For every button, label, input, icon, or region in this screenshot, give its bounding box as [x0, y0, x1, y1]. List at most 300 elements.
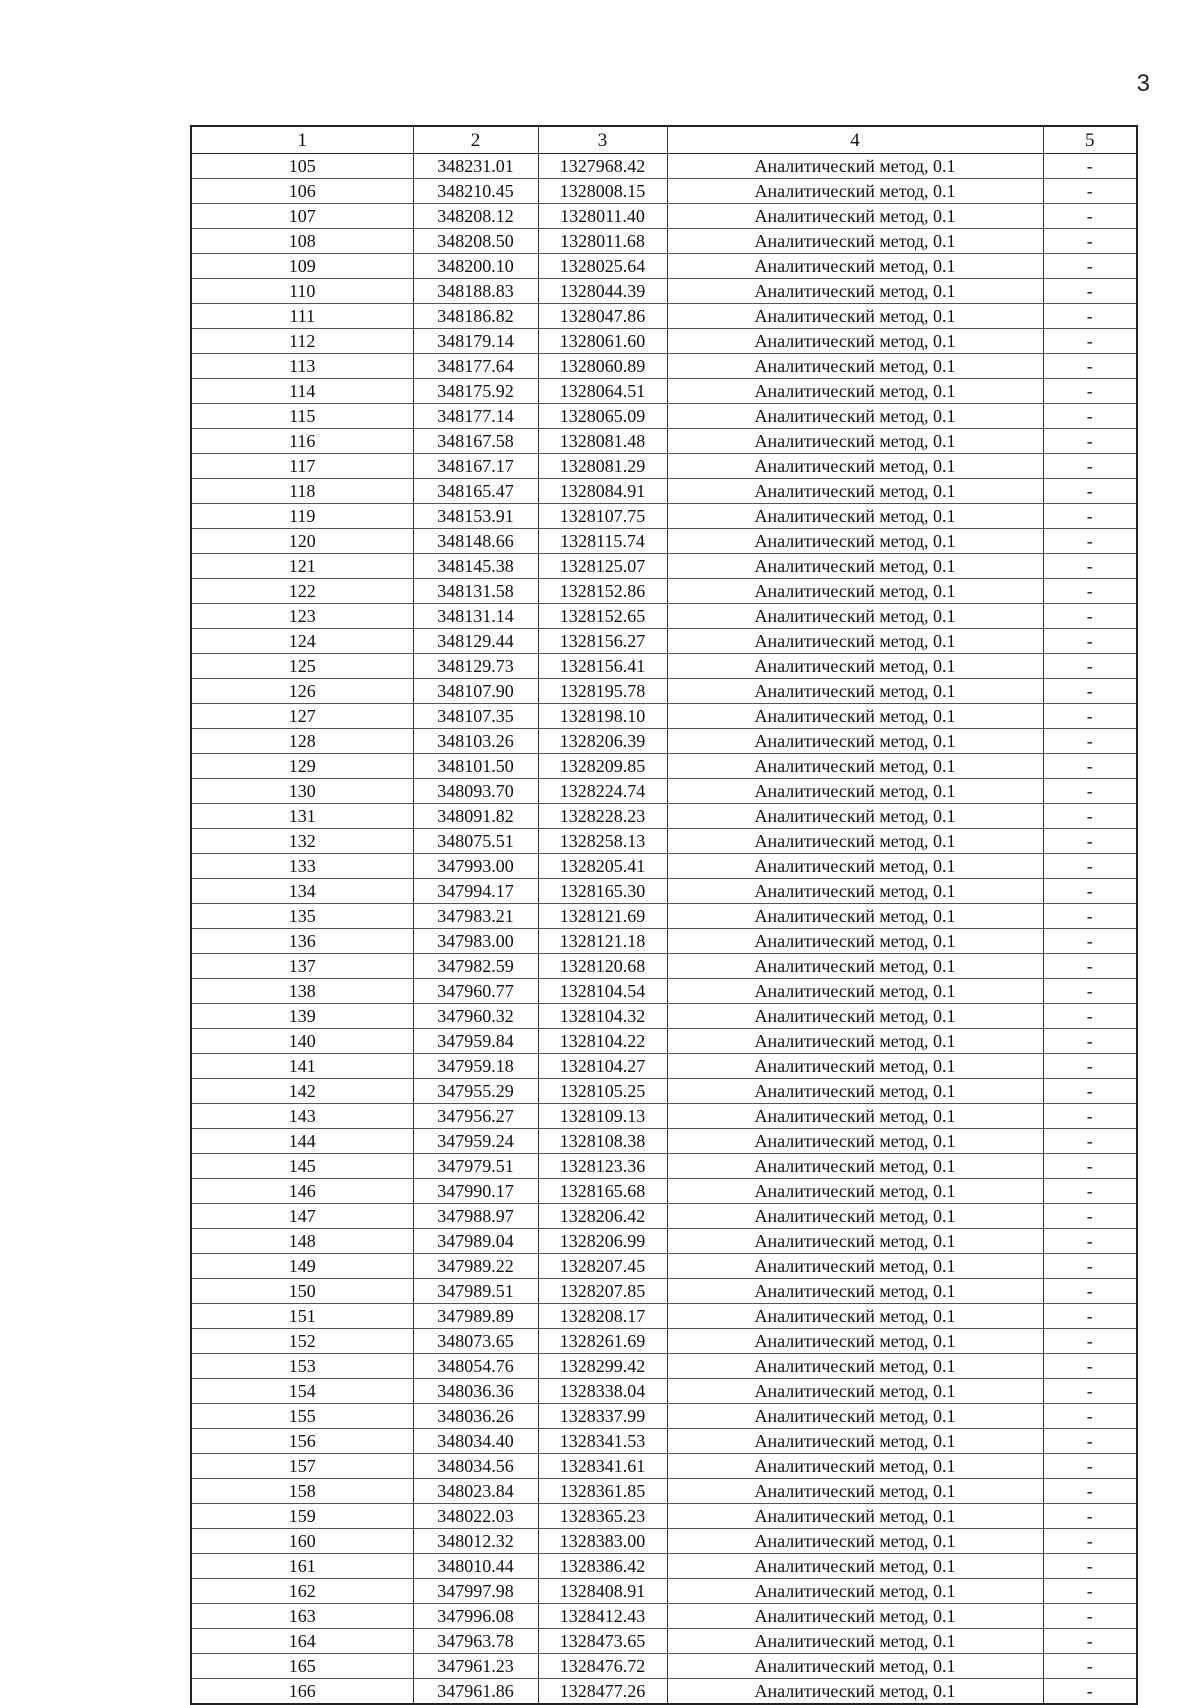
method-cell: Аналитический метод, 0.1 — [667, 1579, 1043, 1604]
table-row — [191, 454, 1137, 479]
method-cell: Аналитический метод, 0.1 — [667, 1629, 1043, 1654]
x-coordinate-cell: 348034.40 — [413, 1429, 538, 1454]
x-coordinate-cell: 348091.82 — [413, 804, 538, 829]
point-number-cell: 129 — [191, 754, 413, 779]
y-coordinate-cell: 1328208.17 — [538, 1304, 667, 1329]
note-cell: - — [1043, 1479, 1137, 1504]
y-coordinate-cell: 1328152.65 — [538, 604, 667, 629]
point-number-cell: 106 — [191, 179, 413, 204]
x-coordinate-cell: 347990.17 — [413, 1179, 538, 1204]
table-row — [191, 354, 1137, 379]
x-coordinate-cell: 347988.97 — [413, 1204, 538, 1229]
table-row — [191, 779, 1137, 804]
point-number-cell: 142 — [191, 1079, 413, 1104]
method-cell: Аналитический метод, 0.1 — [667, 729, 1043, 754]
note-cell: - — [1043, 679, 1137, 704]
x-coordinate-cell: 348010.44 — [413, 1554, 538, 1579]
y-coordinate-cell: 1328477.26 — [538, 1679, 667, 1705]
point-number-cell: 116 — [191, 429, 413, 454]
method-cell: Аналитический метод, 0.1 — [667, 629, 1043, 654]
x-coordinate-cell: 348131.58 — [413, 579, 538, 604]
point-number-cell: 166 — [191, 1679, 413, 1705]
y-coordinate-cell: 1328341.53 — [538, 1429, 667, 1454]
note-cell: - — [1043, 1379, 1137, 1404]
point-number-cell: 145 — [191, 1154, 413, 1179]
x-coordinate-cell: 348129.73 — [413, 654, 538, 679]
note-cell: - — [1043, 554, 1137, 579]
x-coordinate-cell: 348231.01 — [413, 154, 538, 179]
x-coordinate-cell: 348210.45 — [413, 179, 538, 204]
point-number-cell: 114 — [191, 379, 413, 404]
y-coordinate-cell: 1328365.23 — [538, 1504, 667, 1529]
table-row — [191, 1179, 1137, 1204]
method-cell: Аналитический метод, 0.1 — [667, 1679, 1043, 1705]
table-row — [191, 1604, 1137, 1629]
method-cell: Аналитический метод, 0.1 — [667, 1229, 1043, 1254]
point-number-cell: 111 — [191, 304, 413, 329]
point-number-cell: 108 — [191, 229, 413, 254]
note-cell: - — [1043, 829, 1137, 854]
note-cell: - — [1043, 1579, 1137, 1604]
x-coordinate-cell: 347979.51 — [413, 1154, 538, 1179]
x-coordinate-cell: 347961.86 — [413, 1679, 538, 1705]
note-cell: - — [1043, 1179, 1137, 1204]
y-coordinate-cell: 1328408.91 — [538, 1579, 667, 1604]
x-coordinate-cell: 347963.78 — [413, 1629, 538, 1654]
method-cell: Аналитический метод, 0.1 — [667, 204, 1043, 229]
table-row — [191, 704, 1137, 729]
note-cell: - — [1043, 1629, 1137, 1654]
point-number-cell: 123 — [191, 604, 413, 629]
note-cell: - — [1043, 904, 1137, 929]
table-row — [191, 529, 1137, 554]
y-coordinate-cell: 1328125.07 — [538, 554, 667, 579]
note-cell: - — [1043, 504, 1137, 529]
table-row — [191, 854, 1137, 879]
table-row — [191, 1404, 1137, 1429]
y-coordinate-cell: 1328104.27 — [538, 1054, 667, 1079]
y-coordinate-cell: 1328044.39 — [538, 279, 667, 304]
method-cell: Аналитический метод, 0.1 — [667, 1329, 1043, 1354]
y-coordinate-cell: 1328412.43 — [538, 1604, 667, 1629]
y-coordinate-cell: 1328341.61 — [538, 1454, 667, 1479]
table-row — [191, 904, 1137, 929]
y-coordinate-cell: 1328061.60 — [538, 329, 667, 354]
x-coordinate-cell: 348101.50 — [413, 754, 538, 779]
y-coordinate-cell: 1328224.74 — [538, 779, 667, 804]
x-coordinate-cell: 347994.17 — [413, 879, 538, 904]
note-cell: - — [1043, 1029, 1137, 1054]
x-coordinate-cell: 348165.47 — [413, 479, 538, 504]
table-row — [191, 329, 1137, 354]
method-cell: Аналитический метод, 0.1 — [667, 1504, 1043, 1529]
method-cell: Аналитический метод, 0.1 — [667, 979, 1043, 1004]
point-number-cell: 121 — [191, 554, 413, 579]
note-cell: - — [1043, 1154, 1137, 1179]
table-row — [191, 604, 1137, 629]
point-number-cell: 118 — [191, 479, 413, 504]
point-number-cell: 140 — [191, 1029, 413, 1054]
point-number-cell: 136 — [191, 929, 413, 954]
method-cell: Аналитический метод, 0.1 — [667, 879, 1043, 904]
note-cell: - — [1043, 404, 1137, 429]
x-coordinate-cell: 347982.59 — [413, 954, 538, 979]
x-coordinate-cell: 348175.92 — [413, 379, 538, 404]
note-cell: - — [1043, 1429, 1137, 1454]
x-coordinate-cell: 347997.98 — [413, 1579, 538, 1604]
table-row — [191, 1254, 1137, 1279]
x-coordinate-cell: 348186.82 — [413, 304, 538, 329]
method-cell: Аналитический метод, 0.1 — [667, 304, 1043, 329]
y-coordinate-cell: 1328084.91 — [538, 479, 667, 504]
x-coordinate-cell: 348036.26 — [413, 1404, 538, 1429]
x-coordinate-cell: 348129.44 — [413, 629, 538, 654]
table-row — [191, 1504, 1137, 1529]
table-row — [191, 1679, 1137, 1705]
method-cell: Аналитический метод, 0.1 — [667, 1029, 1043, 1054]
y-coordinate-cell: 1328209.85 — [538, 754, 667, 779]
point-number-cell: 128 — [191, 729, 413, 754]
point-number-cell: 110 — [191, 279, 413, 304]
note-cell: - — [1043, 879, 1137, 904]
table-row — [191, 1379, 1137, 1404]
method-cell: Аналитический метод, 0.1 — [667, 1154, 1043, 1179]
point-number-cell: 148 — [191, 1229, 413, 1254]
table-row — [191, 554, 1137, 579]
method-cell: Аналитический метод, 0.1 — [667, 529, 1043, 554]
header-cell-method: 4 — [667, 126, 1043, 154]
note-cell: - — [1043, 329, 1137, 354]
note-cell: - — [1043, 754, 1137, 779]
method-cell: Аналитический метод, 0.1 — [667, 179, 1043, 204]
x-coordinate-cell: 348208.50 — [413, 229, 538, 254]
table-row — [191, 679, 1137, 704]
note-cell: - — [1043, 1504, 1137, 1529]
method-cell: Аналитический метод, 0.1 — [667, 1279, 1043, 1304]
y-coordinate-cell: 1328121.18 — [538, 929, 667, 954]
note-cell: - — [1043, 704, 1137, 729]
y-coordinate-cell: 1328081.29 — [538, 454, 667, 479]
y-coordinate-cell: 1328060.89 — [538, 354, 667, 379]
note-cell: - — [1043, 529, 1137, 554]
note-cell: - — [1043, 979, 1137, 1004]
x-coordinate-cell: 347993.00 — [413, 854, 538, 879]
table-row — [191, 929, 1137, 954]
coordinates-table — [190, 125, 1138, 1705]
x-coordinate-cell: 348073.65 — [413, 1329, 538, 1354]
point-number-cell: 153 — [191, 1354, 413, 1379]
x-coordinate-cell: 348103.26 — [413, 729, 538, 754]
method-cell: Аналитический метод, 0.1 — [667, 854, 1043, 879]
x-coordinate-cell: 348167.17 — [413, 454, 538, 479]
method-cell: Аналитический метод, 0.1 — [667, 1479, 1043, 1504]
note-cell: - — [1043, 929, 1137, 954]
y-coordinate-cell: 1328120.68 — [538, 954, 667, 979]
point-number-cell: 157 — [191, 1454, 413, 1479]
y-coordinate-cell: 1328104.32 — [538, 1004, 667, 1029]
note-cell: - — [1043, 1104, 1137, 1129]
point-number-cell: 126 — [191, 679, 413, 704]
point-number-cell: 144 — [191, 1129, 413, 1154]
table-row — [191, 829, 1137, 854]
table-row — [191, 1429, 1137, 1454]
point-number-cell: 156 — [191, 1429, 413, 1454]
table-row — [191, 1079, 1137, 1104]
method-cell: Аналитический метод, 0.1 — [667, 954, 1043, 979]
y-coordinate-cell: 1328207.45 — [538, 1254, 667, 1279]
x-coordinate-cell: 347960.77 — [413, 979, 538, 1004]
x-coordinate-cell: 348023.84 — [413, 1479, 538, 1504]
note-cell: - — [1043, 1604, 1137, 1629]
method-cell: Аналитический метод, 0.1 — [667, 1304, 1043, 1329]
x-coordinate-cell: 347955.29 — [413, 1079, 538, 1104]
x-coordinate-cell: 348177.64 — [413, 354, 538, 379]
method-cell: Аналитический метод, 0.1 — [667, 504, 1043, 529]
table-row — [191, 279, 1137, 304]
x-coordinate-cell: 348167.58 — [413, 429, 538, 454]
point-number-cell: 164 — [191, 1629, 413, 1654]
method-cell: Аналитический метод, 0.1 — [667, 929, 1043, 954]
y-coordinate-cell: 1328109.13 — [538, 1104, 667, 1129]
point-number-cell: 119 — [191, 504, 413, 529]
note-cell: - — [1043, 1004, 1137, 1029]
table-row — [191, 954, 1137, 979]
table-row — [191, 754, 1137, 779]
note-cell: - — [1043, 1229, 1137, 1254]
x-coordinate-cell: 347996.08 — [413, 1604, 538, 1629]
table-row — [191, 1654, 1137, 1679]
method-cell: Аналитический метод, 0.1 — [667, 1254, 1043, 1279]
table-row — [191, 579, 1137, 604]
note-cell: - — [1043, 1654, 1137, 1679]
point-number-cell: 105 — [191, 154, 413, 179]
method-cell: Аналитический метод, 0.1 — [667, 1404, 1043, 1429]
table-header — [191, 126, 1137, 154]
note-cell: - — [1043, 729, 1137, 754]
point-number-cell: 147 — [191, 1204, 413, 1229]
method-cell: Аналитический метод, 0.1 — [667, 254, 1043, 279]
table-row — [191, 1129, 1137, 1154]
x-coordinate-cell: 347956.27 — [413, 1104, 538, 1129]
y-coordinate-cell: 1328105.25 — [538, 1079, 667, 1104]
point-number-cell: 154 — [191, 1379, 413, 1404]
y-coordinate-cell: 1328228.23 — [538, 804, 667, 829]
table-row — [191, 804, 1137, 829]
table-row — [191, 1329, 1137, 1354]
method-cell: Аналитический метод, 0.1 — [667, 379, 1043, 404]
method-cell: Аналитический метод, 0.1 — [667, 779, 1043, 804]
point-number-cell: 109 — [191, 254, 413, 279]
point-number-cell: 117 — [191, 454, 413, 479]
y-coordinate-cell: 1328008.15 — [538, 179, 667, 204]
method-cell: Аналитический метод, 0.1 — [667, 1129, 1043, 1154]
point-number-cell: 122 — [191, 579, 413, 604]
point-number-cell: 149 — [191, 1254, 413, 1279]
point-number-cell: 137 — [191, 954, 413, 979]
note-cell: - — [1043, 1079, 1137, 1104]
y-coordinate-cell: 1328081.48 — [538, 429, 667, 454]
y-coordinate-cell: 1328195.78 — [538, 679, 667, 704]
point-number-cell: 132 — [191, 829, 413, 854]
note-cell: - — [1043, 1404, 1137, 1429]
table-row — [191, 1279, 1137, 1304]
note-cell: - — [1043, 204, 1137, 229]
point-number-cell: 138 — [191, 979, 413, 1004]
point-number-cell: 161 — [191, 1554, 413, 1579]
method-cell: Аналитический метод, 0.1 — [667, 404, 1043, 429]
table-row — [191, 979, 1137, 1004]
y-coordinate-cell: 1328299.42 — [538, 1354, 667, 1379]
note-cell: - — [1043, 779, 1137, 804]
method-cell: Аналитический метод, 0.1 — [667, 354, 1043, 379]
note-cell: - — [1043, 1454, 1137, 1479]
table-row — [191, 504, 1137, 529]
point-number-cell: 131 — [191, 804, 413, 829]
header-cell-y: 3 — [538, 126, 667, 154]
y-coordinate-cell: 1328065.09 — [538, 404, 667, 429]
method-cell: Аналитический метод, 0.1 — [667, 429, 1043, 454]
note-cell: - — [1043, 479, 1137, 504]
x-coordinate-cell: 348075.51 — [413, 829, 538, 854]
point-number-cell: 139 — [191, 1004, 413, 1029]
note-cell: - — [1043, 629, 1137, 654]
table-row — [191, 254, 1137, 279]
point-number-cell: 146 — [191, 1179, 413, 1204]
method-cell: Аналитический метод, 0.1 — [667, 1604, 1043, 1629]
method-cell: Аналитический метод, 0.1 — [667, 804, 1043, 829]
y-coordinate-cell: 1328207.85 — [538, 1279, 667, 1304]
point-number-cell: 133 — [191, 854, 413, 879]
note-cell: - — [1043, 1304, 1137, 1329]
x-coordinate-cell: 347989.22 — [413, 1254, 538, 1279]
table-row — [191, 1004, 1137, 1029]
method-cell: Аналитический метод, 0.1 — [667, 654, 1043, 679]
method-cell: Аналитический метод, 0.1 — [667, 829, 1043, 854]
table-row — [191, 879, 1137, 904]
x-coordinate-cell: 348054.76 — [413, 1354, 538, 1379]
method-cell: Аналитический метод, 0.1 — [667, 1079, 1043, 1104]
y-coordinate-cell: 1328156.27 — [538, 629, 667, 654]
note-cell: - — [1043, 304, 1137, 329]
x-coordinate-cell: 347983.21 — [413, 904, 538, 929]
y-coordinate-cell: 1328156.41 — [538, 654, 667, 679]
point-number-cell: 155 — [191, 1404, 413, 1429]
x-coordinate-cell: 348153.91 — [413, 504, 538, 529]
note-cell: - — [1043, 1679, 1137, 1705]
x-coordinate-cell: 348022.03 — [413, 1504, 538, 1529]
table-row — [191, 1629, 1137, 1654]
method-cell: Аналитический метод, 0.1 — [667, 1379, 1043, 1404]
table-row — [191, 654, 1137, 679]
method-cell: Аналитический метод, 0.1 — [667, 1179, 1043, 1204]
note-cell: - — [1043, 1329, 1137, 1354]
y-coordinate-cell: 1328258.13 — [538, 829, 667, 854]
y-coordinate-cell: 1327968.42 — [538, 154, 667, 179]
method-cell: Аналитический метод, 0.1 — [667, 479, 1043, 504]
note-cell: - — [1043, 1054, 1137, 1079]
method-cell: Аналитический метод, 0.1 — [667, 279, 1043, 304]
point-number-cell: 141 — [191, 1054, 413, 1079]
table-row — [191, 1479, 1137, 1504]
point-number-cell: 107 — [191, 204, 413, 229]
note-cell: - — [1043, 654, 1137, 679]
point-number-cell: 124 — [191, 629, 413, 654]
note-cell: - — [1043, 154, 1137, 179]
point-number-cell: 130 — [191, 779, 413, 804]
note-cell: - — [1043, 454, 1137, 479]
y-coordinate-cell: 1328011.40 — [538, 204, 667, 229]
y-coordinate-cell: 1328104.54 — [538, 979, 667, 1004]
method-cell: Аналитический метод, 0.1 — [667, 679, 1043, 704]
point-number-cell: 113 — [191, 354, 413, 379]
y-coordinate-cell: 1328383.00 — [538, 1529, 667, 1554]
method-cell: Аналитический метод, 0.1 — [667, 1554, 1043, 1579]
table-row — [191, 179, 1137, 204]
header-cell-point-number: 1 — [191, 126, 413, 154]
method-cell: Аналитический метод, 0.1 — [667, 454, 1043, 479]
table-row — [191, 204, 1137, 229]
method-cell: Аналитический метод, 0.1 — [667, 554, 1043, 579]
header-cell-x: 2 — [413, 126, 538, 154]
x-coordinate-cell: 348200.10 — [413, 254, 538, 279]
x-coordinate-cell: 348179.14 — [413, 329, 538, 354]
table-row — [191, 429, 1137, 454]
y-coordinate-cell: 1328473.65 — [538, 1629, 667, 1654]
method-cell: Аналитический метод, 0.1 — [667, 329, 1043, 354]
point-number-cell: 158 — [191, 1479, 413, 1504]
y-coordinate-cell: 1328011.68 — [538, 229, 667, 254]
table-row — [191, 729, 1137, 754]
note-cell: - — [1043, 1529, 1137, 1554]
method-cell: Аналитический метод, 0.1 — [667, 1004, 1043, 1029]
y-coordinate-cell: 1328261.69 — [538, 1329, 667, 1354]
page-number: 3 — [1136, 70, 1150, 97]
y-coordinate-cell: 1328165.68 — [538, 1179, 667, 1204]
note-cell: - — [1043, 604, 1137, 629]
y-coordinate-cell: 1328205.41 — [538, 854, 667, 879]
y-coordinate-cell: 1328025.64 — [538, 254, 667, 279]
x-coordinate-cell: 347983.00 — [413, 929, 538, 954]
note-cell: - — [1043, 954, 1137, 979]
table-row — [191, 404, 1137, 429]
table-row — [191, 1054, 1137, 1079]
table-body — [191, 154, 1137, 1705]
point-number-cell: 120 — [191, 529, 413, 554]
y-coordinate-cell: 1328115.74 — [538, 529, 667, 554]
point-number-cell: 151 — [191, 1304, 413, 1329]
y-coordinate-cell: 1328198.10 — [538, 704, 667, 729]
method-cell: Аналитический метод, 0.1 — [667, 1454, 1043, 1479]
y-coordinate-cell: 1328338.04 — [538, 1379, 667, 1404]
note-cell: - — [1043, 254, 1137, 279]
note-cell: - — [1043, 854, 1137, 879]
x-coordinate-cell: 347961.23 — [413, 1654, 538, 1679]
table-row — [191, 379, 1137, 404]
point-number-cell: 152 — [191, 1329, 413, 1354]
note-cell: - — [1043, 804, 1137, 829]
note-cell: - — [1043, 1204, 1137, 1229]
method-cell: Аналитический метод, 0.1 — [667, 604, 1043, 629]
x-coordinate-cell: 347960.32 — [413, 1004, 538, 1029]
method-cell: Аналитический метод, 0.1 — [667, 1054, 1043, 1079]
table-row — [191, 229, 1137, 254]
table-row — [191, 1554, 1137, 1579]
method-cell: Аналитический метод, 0.1 — [667, 754, 1043, 779]
method-cell: Аналитический метод, 0.1 — [667, 1654, 1043, 1679]
note-cell: - — [1043, 1129, 1137, 1154]
x-coordinate-cell: 348208.12 — [413, 204, 538, 229]
x-coordinate-cell: 347989.89 — [413, 1304, 538, 1329]
